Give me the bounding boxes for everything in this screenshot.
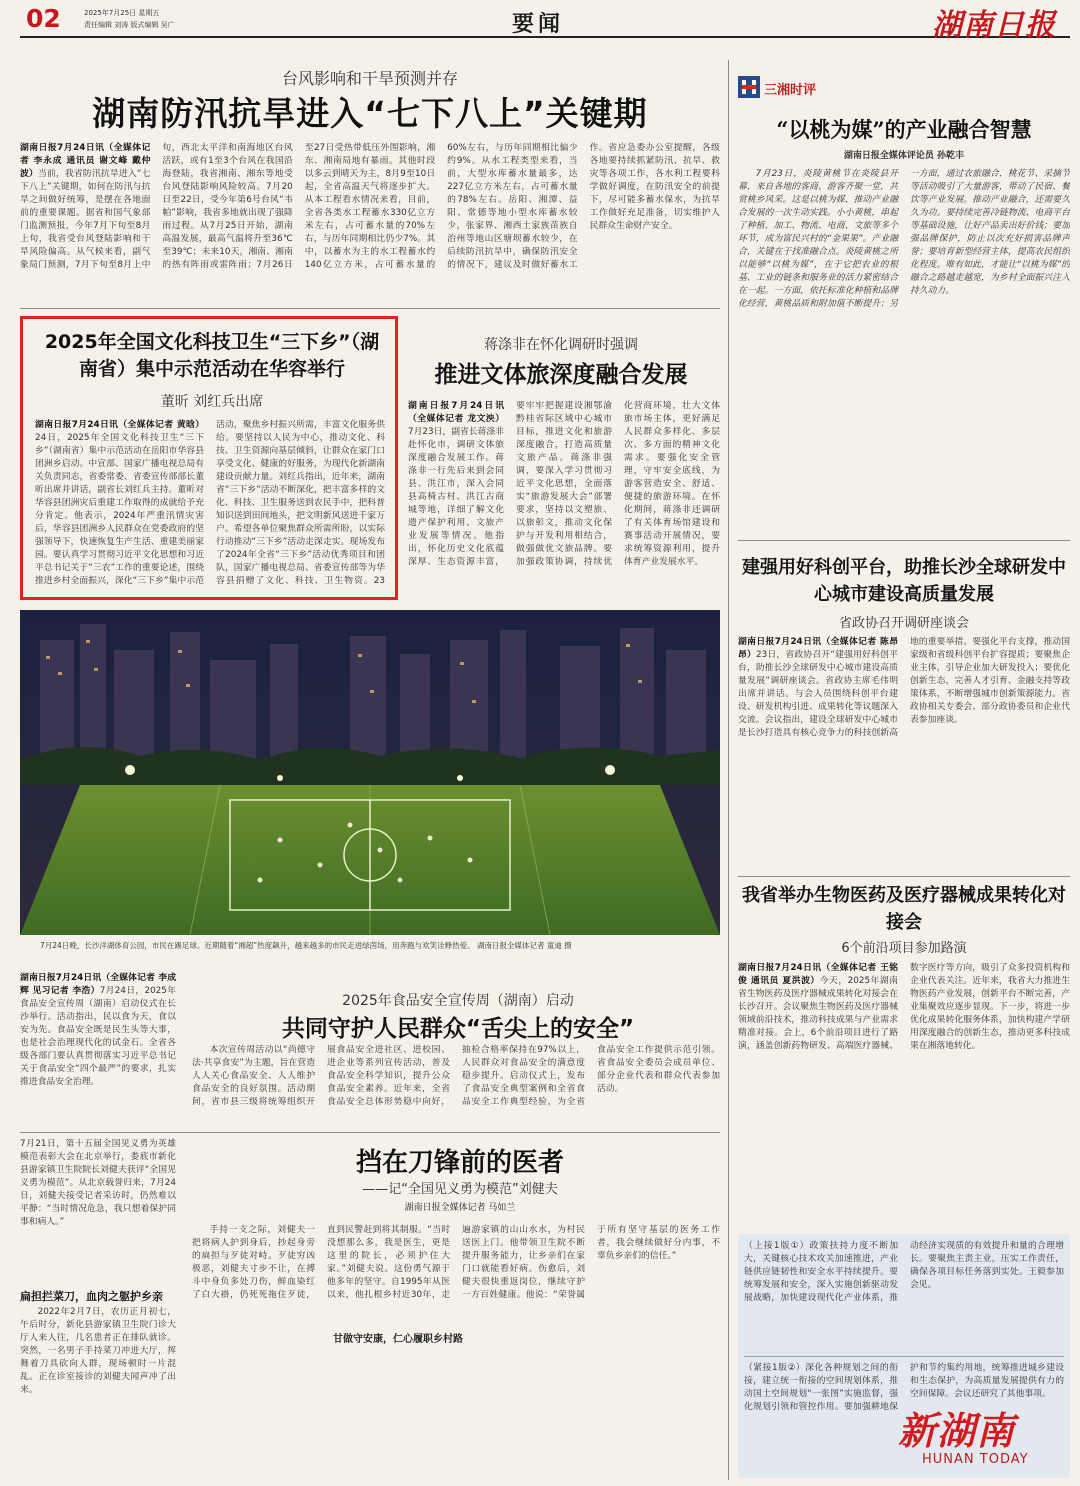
doctor-story-byline: 湖南日报全媒体记者 马如兰 xyxy=(404,1203,516,1213)
section-name: 要闻 xyxy=(512,12,565,37)
featured-story-frame xyxy=(20,316,398,600)
commentary-byline: 湖南日报全媒体评论员 孙乾丰 xyxy=(843,151,965,161)
divider xyxy=(738,876,1070,877)
doctor-story-subtitle: ——记“全国见义勇为模范”刘健夫 xyxy=(362,1182,558,1197)
editor-credits: 责任编辑 刘涛 版式编辑 吴广 xyxy=(84,21,175,29)
doctor-story-lead: 7月21日，第十五届全国见义勇为英雄模范表彰大会在北京举行，娄底市新化县游家镇卫生院院长刘健夫获评“全国见义勇为模范”。从北京载誉归来，7月24日，刘健夫接受记者采访时，仍然难以平静：“当时情况危急，我只想着保护同事和病人。” xyxy=(20,1139,176,1227)
page-number: 02 xyxy=(26,4,61,33)
photo-caption: 7月24日晚，长沙洋湖体育公园，市民在踢足球。近期随着“湘超”热度飙升，越来越多的市民走进绿茵场，用奔跑与欢笑诠释热爱。 湖南日报全媒体记者 童迪 摄 xyxy=(40,941,572,950)
biomed-body xyxy=(738,962,1070,1224)
rural-activity-text: 24日，2025年全国文化科技卫生“三下乡”（湖南省）集中示范活动在岳阳市华容县团洲乡启动。中宣部、国家广播电视总局有关负责同志，省委常委、省委宣传部部长董昕出席并讲话，副省长刘红兵主持。董昕对华容县团洲灾后重建工作取得的成就给予充分肯定。他表示，2024年严重汛情灾害后，华容县团洲乡人民群众在党委政府的坚强领导下，快速恢复生产生活、重建美丽家园。要认真学习贯彻习近平文化思想和习近平总书记关于“三农”工作的重要论述，围绕推进乡村全面振兴，深化“三下乡”集中示范活动，聚焦乡村振兴所需，丰富文化服务供给。要坚持以人民为中心，推动文化、科技、卫生资源向基层倾斜，让群众在家门口享受文化、健康的好服务，为现代化新湖南建设贡献力量。刘红兵指出，近年来，湖南省“三下乡”活动不断深化，把丰富多样的文化、科技、卫生服务送到农民手中，把科普知识送到田间地头，把文明新风送进千家万户。希望各单位聚焦群众所需所盼，以实际行动推动“三下乡”活动走深走实。现场发布了2024年全省“三下乡”活动优秀项目和团队，国家广播电视总局、省委宣传部等为华容县捐赠了文化、科技、卫生物资。23 xyxy=(35,420,385,586)
flood-story-body xyxy=(20,142,720,302)
divider xyxy=(744,1356,1064,1357)
rural-activity-subtitle: 董昕 刘红兵出席 xyxy=(160,394,264,410)
food-safety-lead-text: 7月24日，2025年食品安全宣传周（湖南）启动仪式在长沙举行。活动指出，民以食为天，食以安为先。食品安全既是民生头等大事，也是社会治理现代化的试金石。全省各级各部门要认真贯彻落实习近平总书记关于食品安全“四个最严”的要求，扎实推进食品安全治理。 xyxy=(20,986,176,1087)
flood-story-dateline: 湖南日报7月24日讯（全媒体记者 李永成 通讯员 谢文峰 戴仲波） xyxy=(20,143,151,179)
rural-activity-body xyxy=(35,419,385,593)
flood-story-headline[interactable]: 湖南防汛抗旱进入“七下八上”关键期 xyxy=(92,94,648,133)
rural-activity-headline[interactable]: 2025年全国文化科技卫生“三下乡”（湖南省）集中示范活动在华容举行 xyxy=(44,331,380,380)
biomed-subtitle: 6个前沿项目参加路演 xyxy=(841,941,967,956)
food-safety-body: 本次宣传周活动以“尚德守法·共享食安”为主题，旨在营造人人关心食品安全、人人维护食品安全的良好氛围。活动期间，省市县三级将统筹组织开展食品安全进社区、进校园、进企业等系列宣传活动，普及食品安全科学知识，提升公众食品安全素养。近年来，全省食品安全总体形势稳中向好，抽检合格率保持在97%以上，人民群众对食品安全的满意度稳步提升。启动仪式上，发布了食品安全典型案例和全省食品安全工作典型经验，为全省食品安全工作提供示范引领。省食品安全委员会成员单位、部分企业代表和群众代表参加活动。 xyxy=(192,1045,720,1107)
divider xyxy=(738,540,1070,541)
watermark-logo xyxy=(898,1400,1070,1480)
food-safety-lead xyxy=(20,972,176,1112)
biomed-text: 今天，2025年湖南省生物医药及医疗器械成果转化对接会在长沙召开。会议聚焦生物医药及医疗器械领域前沿技术，推动科技成果与产业需求精准对接。会上，6个前沿项目进行了路演，涵盖创新药物研发、高端医疗器械、数字医疗等方向，吸引了众多投资机构和企业代表关注。近年来，我省大力推进生物医药产业发展，创新平台不断完善，产业集聚效应逐步显现。下一步，将进一步优化成果转化服务体系，加快构建产学研用深度融合的创新生态，推动更多科技成果在湘落地转化。 xyxy=(738,963,1070,1051)
tourism-story-headline[interactable]: 推进文体旅深度融合发展 xyxy=(434,362,688,388)
rd-center-text: 23日，省政协召开“建强用好科创平台，助推长沙全球研发中心城市建设高质量发展”调研座谈会。省政协主席毛伟明出席并讲话。与会人员围绕科创平台建设、研发机构引进、成果转化等议题深入交流。会议指出，建设全球研发中心城市是长沙打造具有核心竞争力的科技创新高地的重要举措。要强化平台支撑，推动国家级和省级科创平台扩容提质；要聚焦企业主体，引导企业加大研发投入；要优化创新生态，完善人才引育、金融支持等政策体系，不断增强城市创新策源能力。省政协相关专委会、部分政协委员和企业代表参加座谈。 xyxy=(738,637,1070,738)
flood-story-text: 当前，我省防汛抗旱进入“七下八上”关键期，如何在防汛与抗旱之间做好统筹，是摆在各地面前的重要课题。据省和国气象部门监测预报，今年7月下旬至8月上旬，我省受台风登陆影响和干旱风险偏高。从气候来看，副气象局门预测，7月下旬至8月上中旬，西北太平洋和南海地区台风活跃，或有1至3个台风在我国沿海登陆，我省湘南、湘东等地受台风登陆影响风险较高。7月20日至22日，受今年第6号台风“韦帕”影响，我省多地就出现了强降雨过程。从7月25日开始，湖南高温发展，最高气温将升至36℃至39℃；未来10天，湘南、湘南的热有阵雨或雷阵雨；7月26日至27日受热带低压外围影响，湘东、湘南局地有暴雨。其他时段以多云到晴天为主，8月9至10日起，全省高温天气将逐步扩大。从本工程看水情况来看，目前，全省各类水工程蓄水330亿立方米左右，占可蓄水量的70%左右，与历年同期相比仍少7%。其中，以蓄水为主的水工程蓄水约140亿立方米，占可蓄水量的60%左右，与历年同期相比偏少约9%。从水工程类型来看，当前，大型水库蓄水量最多，达227亿立方米左右，占可蓄水量的78%左右。岳阳、湘潭、益阳、常德等地小型水库蓄水较少，张家界、湘西土家族苗族自治州等地山区塘坝蓄水较少，在后续防汛抗旱中，确保防汛安全的情况下，建议及时做好蓄水工作。省应急委办公室提醒，各级各地要持续抓紧防汛、抗旱、救灾等各项工作，各水利工程要科学做好调度，在防汛安全的前提下，尽可能多蓄水保水，为抗旱工作做好充足准备，切实维护人民群众生命财产安全。 xyxy=(20,143,720,270)
doctor-story-headline[interactable]: 挡在刀锋前的医者 xyxy=(355,1148,564,1178)
continuation-1: （上接1版①）政策扶持力度不断加大，关键核心技术攻关加速推进，产业链供应链韧性和安全水平持续提升。要统筹发展和安全，深入实施创新驱动发展战略，加快建设现代化产业体系，推动经济实现质的有效提升和量的合理增长。要聚焦主责主业，压实工作责任，确保各项目标任务落到实处。王毅参加会见。 xyxy=(744,1241,1064,1303)
flood-story-kicker: 台风影响和干旱预测并存 xyxy=(281,69,458,88)
tourism-story-kicker: 蒋涤非在怀化调研时强调 xyxy=(484,337,638,353)
food-safety-dateline: 湖南日报7月24日讯（全媒体记者 李成辉 见习记者 李浩） xyxy=(20,973,176,996)
commentary-headline[interactable]: “以桃为媒”的产业融合智慧 xyxy=(776,117,1032,142)
commentary-tag: 三湘时评 xyxy=(764,83,817,98)
doctor-story-body-1: 2022年2月7日，农历正月初七，午后时分，新化县游家镇卫生院门诊大厅人来人往，几名患者正在排队就诊。突然，一名男子手持菜刀冲进大厅，挥舞着刀具砍向人群，现场顿时一片混乱。正在诊室接诊的刘健夫闻声冲了出来。 xyxy=(20,1307,176,1395)
tourism-story-text: 7月23日，副省长蒋涤非赴怀化市，调研文体旅深度融合发展工作。蒋涤非一行先后来到会同县、洪江市，深入会同县高椅古村、洪江古商城等地，详细了解文化遗产保护利用、文旅产业发展等情况。他指出，怀化历史文化底蕴深厚、生态资源丰富，要牢牢把握建设湘鄂渝黔桂省际区域中心城市目标，推进文化和旅游深度融合，打造高质量文旅产品。蒋涤非强调，要深入学习贯彻习近平文化思想，全面落实“旅游发展大会”部署要求，坚持以文塑旅、以旅彰文，推动文化保护与开发利用相结合，做强做优文旅品牌。要加强政策协调，持续优化营商环境，壮大文体旅市场主体，更好满足人民群众多样化、多层次、多方面的精神文化需求。要强化安全管理，守牢安全底线，为游客营造安全、舒适、便捷的旅游环境。在怀化期间，蒋涤非还调研了有关体育场馆建设和赛事活动开展情况，要求统筹资源利用，提升体育产业发展水平。 xyxy=(408,401,720,567)
divider xyxy=(20,1132,720,1133)
rd-center-headline[interactable]: 建强用好科创平台，助推长沙全球研发中心城市建设高质量发展 xyxy=(742,557,1066,605)
watermark-english: HUNAN TODAY xyxy=(922,1452,1029,1467)
rd-center-body xyxy=(738,636,1070,872)
issue-date: 2025年7月25日 星期五 xyxy=(84,9,160,17)
food-safety-kicker: 2025年食品安全宣传周（湖南）启动 xyxy=(342,993,574,1009)
biomed-dateline: 湖南日报7月24日讯（全媒体记者 王铭俊 通讯员 夏洪波） xyxy=(738,963,898,986)
rd-center-subtitle: 省政协召开调研座谈会 xyxy=(838,616,969,631)
tourism-story-body xyxy=(408,400,720,600)
doctor-story-body-2: 手持一支之际，刘健夫一把将病人护到身后，抄起身旁的扁担与歹徒对峙。歹徒穷凶极恶，刘健夫寸步不让，在搏斗中身负多处刀伤，鲜血染红了白大褂，仍死死拖住歹徒，直到民警赶到将其制服。“当时没想那么多，我是医生，更是这里的院长，必须护住大家。”刘健夫说。这份勇气源于他多年的坚守。自1995年从医以来，他扎根乡村近30年，走遍游家镇的山山水水，为村民送医上门。他带领卫生院不断提升服务能力，让乡亲们在家门口就能看好病。伤愈后，刘健夫很快重返岗位，继续守护一方百姓健康。他说：“荣誉属于所有坚守基层的医务工作者，我会继续做好分内事，不辜负乡亲们的信任。” xyxy=(192,1225,720,1300)
newspaper-logo: 湖南日报 xyxy=(932,8,1056,43)
continuation-2: （紧接1版②）深化各种规划之间的衔接，建立统一衔接的空间规划体系，推动国土空间规划“一张图”实施监督，强化规划引领和管控作用。要加强耕地保护和节约集约用地，统筹推进城乡建设和生态保护，为高质量发展提供有力的空间保障。会议还研究了其他事项。 xyxy=(744,1363,1064,1412)
commentary-body: 7月23日，炎陵黄桃节在炎陵县开幕，来自各地的客商、游客齐聚一堂，共赏桃乡风采。这是以桃为媒、推动产业融合发展的一次生动实践。小小黄桃，串起了种植、加工、物流、电商、文旅等多个环节，成为富民兴村的“金果果”。产业融合，关键在于找准融合点。炎陵黄桃之所以能够“以桃为媒”，在于它把农业的根基、工业的链条和服务业的活力紧密结合在一起。一方面，依托标准化种植和品牌化经营，黄桃品质和附加值不断提升；另一方面，通过农旅融合，桃花节、采摘节等活动吸引了大量游客，带动了民宿、餐饮等产业发展。推动产业融合，还需要久久为功。要持续完善冷链物流、电商平台等基础设施，让好产品卖出好价钱；要加强品牌保护，防止以次充好损害品牌声誉；要培育新型经营主体，提高农民组织化程度。唯有如此，才能让“以桃为媒”的融合之路越走越宽，为乡村全面振兴注入持久动力。 xyxy=(738,169,1070,309)
masthead xyxy=(20,4,1070,43)
tourism-story-dateline: 湖南日报7月24日讯（全媒体记者 龙文泱） xyxy=(408,401,504,424)
food-safety-headline[interactable]: 共同守护人民群众“舌尖上的安全” xyxy=(281,1016,635,1042)
column-divider xyxy=(728,60,729,1480)
doctor-section-heading-2: 甘做守安康，仁心履职乡村路 xyxy=(333,1328,463,1347)
divider xyxy=(20,308,720,309)
watermark-chinese: 新湖南 xyxy=(898,1408,1016,1453)
rural-activity-dateline: 湖南日报7月24日讯（全媒体记者 黄晗） xyxy=(35,420,204,430)
doctor-section-heading-1: 扁担拦菜刀，血肉之躯护乡亲 xyxy=(20,1290,163,1303)
biomed-headline[interactable]: 我省举办生物医药及医疗器械成果转化对接会 xyxy=(742,885,1066,933)
rd-center-dateline: 湖南日报7月24日讯（全媒体记者 陈昂昂） xyxy=(738,637,898,660)
football-field-photo[interactable] xyxy=(20,610,720,935)
commentary-logo-icon xyxy=(738,76,760,98)
night-stadium-illustration xyxy=(20,610,720,935)
